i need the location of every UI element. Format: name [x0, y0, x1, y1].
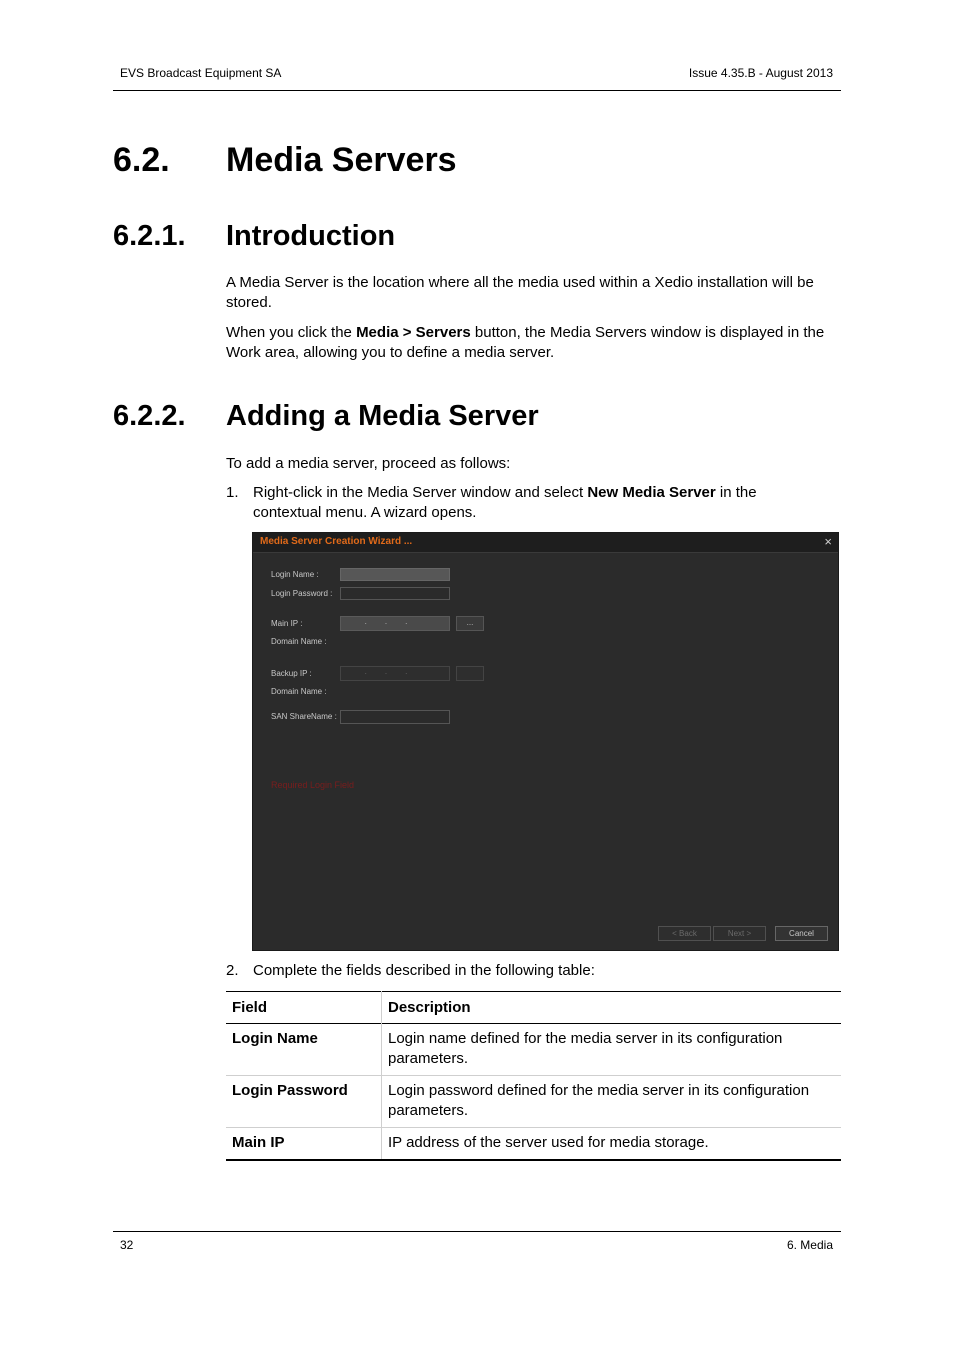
header-company: EVS Broadcast Equipment SA — [120, 66, 282, 80]
step-1-text: Right-click in the Media Server window and select New Media Server in the contextual menu. A wizard opens. — [253, 484, 757, 521]
domain-name-label-2: Domain Name : — [271, 687, 327, 696]
menu-path: Media > Servers — [356, 324, 471, 341]
step-2 — [226, 961, 841, 981]
table-header-description: Description — [388, 999, 471, 1016]
step-1 — [226, 483, 841, 523]
table-row — [226, 1128, 841, 1161]
login-name-label: Login Name : — [271, 570, 319, 579]
main-ip-input[interactable]: ... — [340, 616, 450, 631]
backup-ip-label: Backup IP : — [271, 669, 312, 678]
validation-error: Required Login Field — [271, 780, 355, 790]
table-cell-field: Login Name — [226, 1024, 382, 1076]
table-row — [226, 1076, 841, 1128]
media-server-creation-wizard — [252, 532, 839, 951]
page-number: 32 — [120, 1238, 134, 1252]
intro-paragraph-1: A Media Server is the location where all the media used within a Xedio installation will be stored. — [226, 274, 814, 311]
adding-heading — [0, 400, 954, 436]
login-password-label: Login Password : — [271, 589, 333, 598]
adding-lead: To add a media server, proceed as follows: — [226, 455, 511, 472]
login-password-input[interactable] — [340, 587, 450, 600]
step-2-text: Complete the fields described in the following table: — [253, 962, 595, 979]
section-number: 6.2. — [113, 141, 170, 179]
table-cell-description: IP address of the server used for media storage. — [388, 1134, 709, 1151]
intro-paragraph-2: When you click the Media > Servers button, the Media Servers window is displayed in the Work area, allowing you to define a media server. — [226, 324, 825, 361]
section-heading — [0, 141, 954, 183]
footer-chapter: 6. Media — [786, 1238, 833, 1252]
step-1-number: 1. — [226, 484, 239, 501]
intro-number: 6.2.1. — [113, 220, 186, 252]
header-rule — [113, 90, 841, 91]
table-cell-field: Main IP — [226, 1128, 382, 1161]
wizard-title-bar — [253, 533, 838, 553]
adding-number: 6.2.2. — [113, 400, 186, 432]
table-header-row — [226, 992, 841, 1024]
close-icon[interactable]: × — [824, 534, 832, 549]
table-cell-description: Login name defined for the media server in its configuration parameters. — [388, 1030, 783, 1067]
section-title: Media Servers — [226, 141, 457, 179]
domain-name-label-1: Domain Name : — [271, 637, 327, 646]
main-ip-label: Main IP : — [271, 619, 303, 628]
step-2-number: 2. — [226, 962, 239, 979]
san-share-input[interactable] — [340, 710, 450, 724]
adding-title: Adding a Media Server — [226, 400, 539, 432]
san-share-label: SAN ShareName : — [271, 712, 337, 721]
table-cell-field: Login Password — [226, 1076, 382, 1128]
footer-rule — [113, 1231, 841, 1232]
backup-ip-browse-button[interactable] — [456, 666, 484, 681]
fields-table — [226, 991, 841, 1161]
back-button[interactable]: < Back — [658, 926, 711, 941]
table-header-field: Field — [226, 992, 382, 1024]
table-row — [226, 1024, 841, 1076]
main-ip-browse-button[interactable]: ... — [456, 616, 484, 631]
header-issue: Issue 4.35.B - August 2013 — [688, 66, 833, 80]
wizard-title: Media Server Creation Wizard ... — [260, 536, 413, 547]
table-cell-description: Login password defined for the media server in its configuration parameters. — [388, 1082, 810, 1119]
intro-heading — [0, 220, 954, 256]
next-button[interactable]: Next > — [713, 926, 766, 941]
intro-title: Introduction — [226, 220, 396, 252]
cancel-button[interactable]: Cancel — [775, 926, 828, 941]
backup-ip-input[interactable]: ... — [340, 666, 450, 681]
login-name-input[interactable] — [340, 568, 450, 581]
